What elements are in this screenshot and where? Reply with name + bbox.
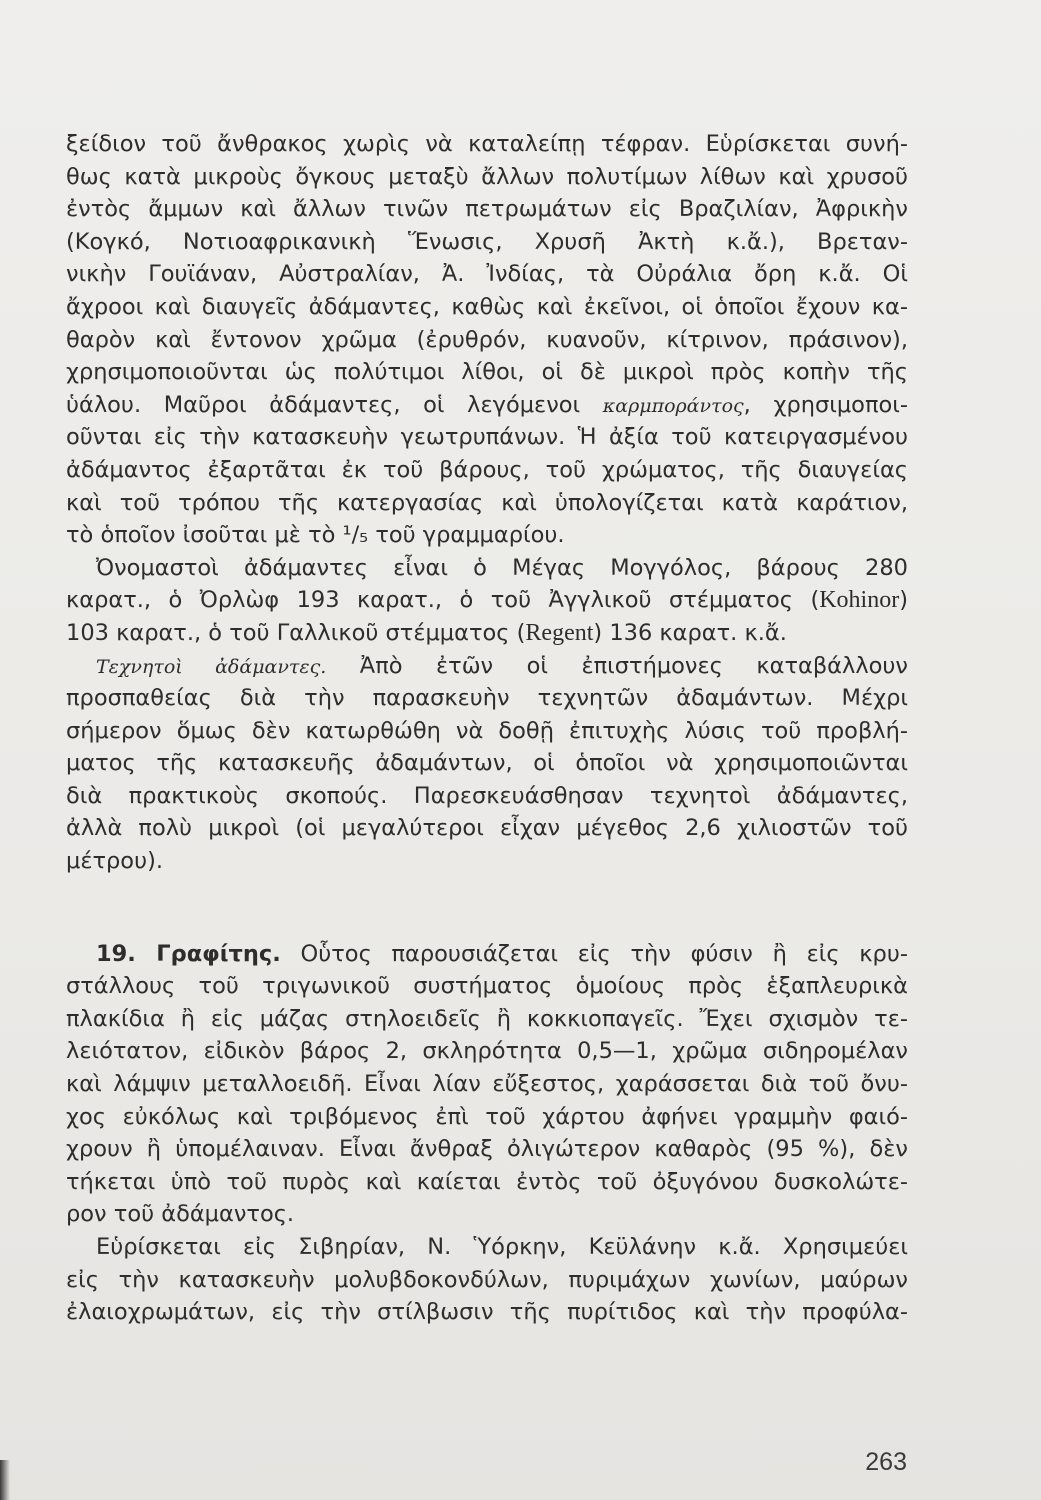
text-line: στάλλους τοῦ τριγωνικοῦ συστήματος ὁμοίους πρὸς ἑξαπλευρικὰ (66, 973, 908, 1000)
italic-term: καρμποράντος (602, 394, 744, 417)
text-line: ἐντὸς ἄμμων καὶ ἄλλων τινῶν πετρωμάτων εἰς Βραζιλίαν, Ἀφρικὴν (66, 196, 908, 223)
text-line: μέτρου). (66, 848, 164, 875)
latin-term: Kohinor (819, 587, 900, 614)
text-line: πλακίδια ἢ εἰς μάζας στηλοειδεῖς ἢ κοκκιοπαγεῖς. Ἔχει σχισμὸν τε- (66, 1005, 908, 1032)
italic-heading: Τεχνητοὶ ἀδάμαντες. (96, 655, 327, 678)
text-line: χρουν ἢ ὑπομέλαιναν. Εἶναι ἄνθραξ ὀλιγώτερον καθαρὸς (95 %), δὲν (66, 1136, 908, 1163)
text-line (66, 617, 908, 650)
fraction: ¹/₅ (342, 522, 369, 549)
section-heading: 19. Γραφίτης. (96, 940, 281, 967)
section-gap (66, 878, 908, 938)
text-line: ξείδιον τοῦ ἄνθρακος χωρὶς νὰ καταλείπῃ τέφραν. Εὑρίσκεται συνή- (66, 131, 908, 157)
text-run: τοῦ γραμμαρίου. (368, 522, 565, 549)
text-line: καὶ λάμψιν μεταλλοειδῆ. Εἶναι λίαν εὔξεστος, χαράσσεται διὰ τοῦ ὄνυ- (66, 1071, 908, 1098)
text-run: , χρησιμοποι- (743, 391, 908, 418)
latin-term: Regent (525, 619, 594, 646)
text-run: Οὗτος παρουσιάζεται εἰς τὴν φύσιν ἢ εἰς κρυ- (280, 940, 908, 967)
text-line: οῦνται εἰς τὴν κατασκευὴν γεωτρυπάνων. Ἡ ἀξία τοῦ κατειργασμένου (66, 424, 908, 451)
body-text (66, 128, 908, 1329)
text-line: νικὴν Γουϊάναν, Αὐστραλίαν, Ἀ. Ἰνδίας, τὰ Οὐράλια ὄρη κ.ἄ. Οἱ (66, 261, 908, 288)
page-edge-shadow (0, 1460, 10, 1500)
text-line (66, 519, 908, 552)
text-line: ἀλλὰ πολὺ μικροὶ (οἱ μεγαλύτεροι εἶχαν μέγεθος 2,6 χιλιοστῶν τοῦ (66, 815, 908, 842)
text-line (66, 389, 908, 422)
text-line: διὰ πρακτικοὺς σκοπούς. Παρεσκευάσθησαν τεχνητοὶ ἀδάμαντες, (66, 782, 908, 809)
page-number: 263 (865, 1448, 907, 1476)
text-line: σήμερον ὅμως δὲν κατωρθώθη νὰ δοθῇ ἐπιτυχὴς λύσις τοῦ προβλή- (66, 717, 908, 744)
text-line: ρον τοῦ ἀδάμαντος. (66, 1201, 295, 1228)
text-line: Ὀνομαστοὶ ἀδάμαντες εἶναι ὁ Μέγας Μογγόλος, βάρους 280 (96, 554, 908, 581)
text-line: προσπαθείας διὰ τὴν παρασκευὴν τεχνητῶν ἀδαμάντων. Μέχρι (66, 685, 908, 712)
text-line (66, 650, 908, 683)
text-run: τὸ ὁποῖον ἰσοῦται μὲ τὸ (66, 522, 343, 549)
text-line: ἄχροοι καὶ διαυγεῖς ἀδάμαντες, καθὼς καὶ ἐκεῖνοι, οἱ ὁποῖοι ἔχουν κα- (66, 293, 908, 320)
text-run: ) 136 καρατ. κ.ἄ. (593, 619, 787, 646)
text-run: 103 καρατ., ὁ τοῦ Γαλλικοῦ στέμματος ( (66, 619, 526, 646)
text-line: θαρὸν καὶ ἔντονον χρῶμα (ἐρυθρόν, κυανοῦν, κίτρινον, πράσινον), (66, 326, 908, 353)
text-line (66, 584, 908, 617)
text-line: ἐλαιοχρωμάτων, εἰς τὴν στίλβωσιν τῆς πυρίτιδος καὶ τὴν προφύλα- (66, 1299, 908, 1326)
text-run: ὑάλου. Μαῦροι ἀδάμαντες, οἱ λεγόμενοι (66, 391, 603, 418)
text-line (66, 938, 908, 971)
text-run: Ἀπὸ ἐτῶν οἱ ἐπιστήμονες καταβάλλουν (326, 652, 908, 679)
text-line: Εὑρίσκεται εἰς Σιβηρίαν, Ν. Ὑόρκην, Κεϋλάνην κ.ἄ. Χρησιμεύει (96, 1234, 908, 1260)
text-line: καὶ τοῦ τρόπου τῆς κατεργασίας καὶ ὑπολογίζεται κατὰ καράτιον, (66, 489, 908, 516)
text-line: χος εὐκόλως καὶ τριβόμενος ἐπὶ τοῦ χάρτου ἀφήνει γραμμὴν φαιό- (66, 1103, 908, 1130)
text-line: λειότατον, εἰδικὸν βάρος 2, σκληρότητα 0,5—1, χρῶμα σιδηρομέλαν (66, 1038, 908, 1065)
text-line: χρησιμοποιοῦνται ὡς πολύτιμοι λίθοι, οἱ δὲ μικροὶ πρὸς κοπὴν τῆς (66, 359, 908, 386)
text-line: τήκεται ὑπὸ τοῦ πυρὸς καὶ καίεται ἐντὸς τοῦ ὀξυγόνου δυσκολώτε- (66, 1168, 908, 1195)
text-line: (Κογκό, Νοτιοαφρικανικὴ Ἕνωσις, Χρυσῆ Ἀκτὴ κ.ἄ.), Βρεταν- (66, 228, 908, 255)
text-line: ματος τῆς κατασκευῆς ἀδαμάντων, οἱ ὁποῖοι νὰ χρησιμοποιῶνται (66, 750, 908, 777)
text-run: ) (899, 587, 908, 614)
text-run: καρατ., ὁ Ὀρλὼφ 193 καρατ., ὁ τοῦ Ἀγγλικοῦ στέμματος ( (66, 587, 820, 614)
text-line: θως κατὰ μικροὺς ὄγκους μεταξὺ ἄλλων πολυτίμων λίθων καὶ χρυσοῦ (66, 163, 908, 190)
text-line: εἰς τὴν κατασκευὴν μολυβδοκονδύλων, πυριμάχων χωνίων, μαύρων (66, 1266, 908, 1293)
text-line: ἀδάμαντος ἐξαρτᾶται ἐκ τοῦ βάρους, τοῦ χρώματος, τῆς διαυγείας (66, 456, 908, 483)
